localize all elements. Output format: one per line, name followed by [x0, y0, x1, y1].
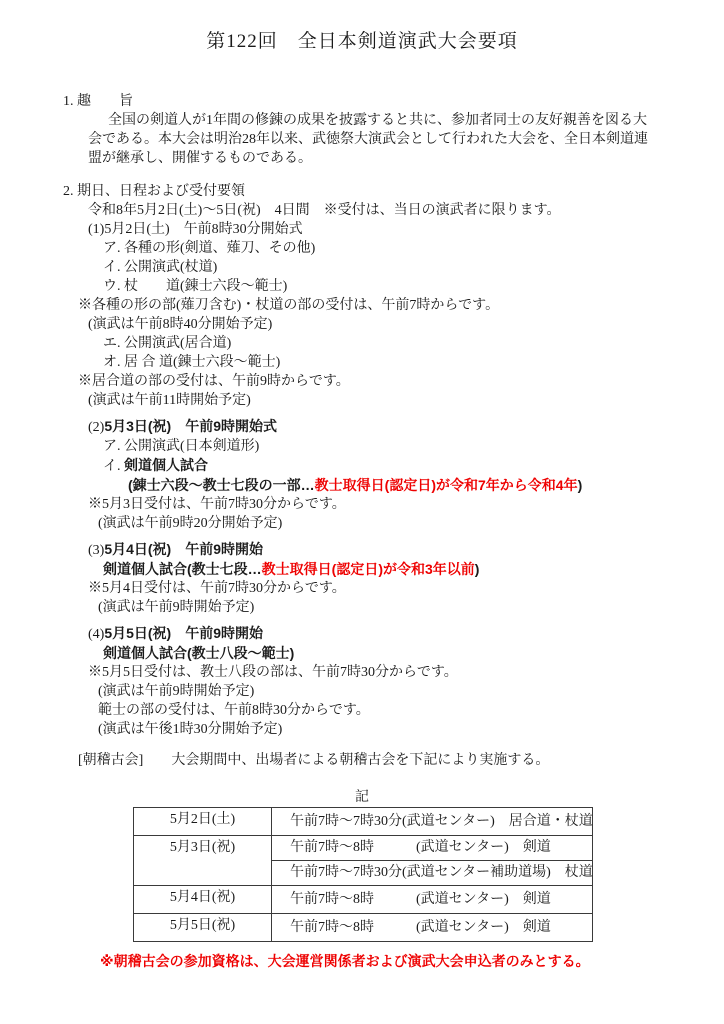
day1-item-a: ア. 各種の形(剣道、薙刀、その他) — [103, 241, 316, 256]
table-cell-detail: 午前7時～7時30分(武道センター) 居合道・杖道 — [272, 808, 593, 836]
day2-detail — [128, 476, 724, 495]
day1-item-e: エ. 公開演武(居合道) — [103, 336, 232, 351]
section1-paragraph-line3: 盟が継承し、開催するものである。 — [88, 151, 312, 166]
table-cell-detail: 午前7時～7時30分(武道センター補助道場) 杖道 — [272, 861, 593, 886]
table-cell-date: 5月2日(土) — [134, 808, 272, 836]
morning-practice-red-note: ※朝稽古会の参加資格は、大会運営関係者および演武大会申込者のみとする。 — [100, 953, 590, 969]
day3-detail-red: 教士取得日(認定日)が令和3年以前 — [261, 561, 475, 577]
morning-practice-description: 大会期間中、出場者による朝稽古会を下記により実施する。 — [171, 753, 550, 768]
day4-note2: 範士の部の受付は、午前8時30分からです。 — [98, 703, 370, 718]
table-cell-detail: 午前7時～8時 (武道センター) 剣道 — [272, 886, 593, 914]
day2-item-i — [103, 456, 724, 476]
day1-item-i: イ. 公開演武(杖道) — [103, 260, 218, 275]
document-title: 第122回 全日本剣道演武大会要項 — [206, 31, 518, 52]
table-cell-detail: 午前7時～8時 (武道センター) 剣道 — [272, 836, 593, 861]
day2-note: ※5月3日受付は、午前7時30分からです。 — [88, 497, 346, 512]
table-cell-date: 5月4日(祝) — [134, 886, 272, 914]
day1-note1-sub: (演武は午前8時40分開始予定) — [88, 317, 273, 332]
day3-heading — [88, 540, 724, 560]
section1-paragraph-line2: 会である。本大会は明治28年以来、武徳祭大演武会として行われた大会を、全日本剣道連 — [88, 132, 648, 147]
day4-detail: 剣道個人試合(教士八段～範士) — [103, 645, 295, 661]
table-row — [134, 836, 593, 861]
record-mark: 記 — [355, 790, 369, 805]
day4-note1-sub: (演武は午前9時開始予定) — [98, 684, 255, 699]
section1-heading: 1. 趣 旨 — [63, 94, 133, 109]
day2-detail-suffix: ) — [577, 477, 583, 493]
day3-note: ※5月4日受付は、午前7時30分からです。 — [88, 581, 346, 596]
day2-heading-text: 5月3日(祝) 午前9時開始式 — [104, 418, 278, 434]
day4-note2-sub: (演武は午後1時30分開始予定) — [98, 722, 283, 737]
day3-detail-prefix: 剣道個人試合(教士七段… — [103, 561, 262, 577]
day4-heading — [88, 624, 724, 644]
morning-practice-line — [78, 751, 724, 770]
day3-heading-text: 5月4日(祝) 午前9時開始 — [104, 541, 264, 557]
day4-heading-text: 5月5日(祝) 午前9時開始 — [104, 625, 264, 641]
day1-note2: ※居合道の部の受付は、午前9時からです。 — [78, 374, 350, 389]
day1-heading: (1)5月2日(土) 午前8時30分開始式 — [88, 222, 303, 237]
day1-note2-sub: (演武は午前11時開始予定) — [88, 393, 251, 408]
table-row — [134, 808, 593, 836]
table-row — [134, 886, 593, 914]
morning-practice-spacer — [143, 753, 171, 768]
day1-item-u: ウ. 杖 道(錬士六段～範士) — [103, 279, 288, 294]
day2-item-i-text: 剣道個人試合 — [124, 457, 208, 473]
morning-practice-label: [朝稽古会] — [78, 753, 144, 768]
day2-detail-prefix: (錬士六段～教士七段の一部… — [128, 477, 315, 493]
table-cell-date: 5月5日(祝) — [134, 914, 272, 942]
section2-heading: 2. 期日、日程および受付要領 — [63, 184, 245, 199]
day2-note-sub: (演武は午前9時20分開始予定) — [98, 516, 283, 531]
day4-note1: ※5月5日受付は、教士八段の部は、午前7時30分からです。 — [88, 665, 458, 680]
section1-paragraph-line1: 全国の剣道人が1年間の修錬の成果を披露すると共に、参加者同士の友好親善を図る大 — [108, 113, 647, 128]
table-cell-date: 5月3日(祝) — [134, 836, 272, 886]
table-cell-detail: 午前7時～8時 (武道センター) 剣道 — [272, 914, 593, 942]
morning-practice-table — [133, 807, 593, 942]
day3-detail — [103, 560, 724, 579]
day3-heading-number: (3) — [88, 543, 105, 558]
day1-note1: ※各種の形の部(薙刀含む)・杖道の部の受付は、午前7時からです。 — [78, 298, 500, 313]
day3-note-sub: (演武は午前9時開始予定) — [98, 600, 255, 615]
section2-period: 令和8年5月2日(土)～5日(祝) 4日間 ※受付は、当日の演武者に限ります。 — [88, 203, 561, 218]
day1-item-o: オ. 居 合 道(錬士六段～範士) — [103, 355, 281, 370]
table-row — [134, 914, 593, 942]
day2-heading — [88, 417, 724, 437]
day4-heading-number: (4) — [88, 627, 105, 642]
day2-heading-number: (2) — [88, 420, 105, 435]
day2-item-a: ア. 公開演武(日本剣道形) — [103, 439, 260, 454]
day2-detail-red: 教士取得日(認定日)が令和7年から令和4年 — [314, 477, 578, 493]
day2-item-i-marker: イ. — [103, 459, 124, 474]
day3-detail-suffix: ) — [474, 561, 480, 577]
